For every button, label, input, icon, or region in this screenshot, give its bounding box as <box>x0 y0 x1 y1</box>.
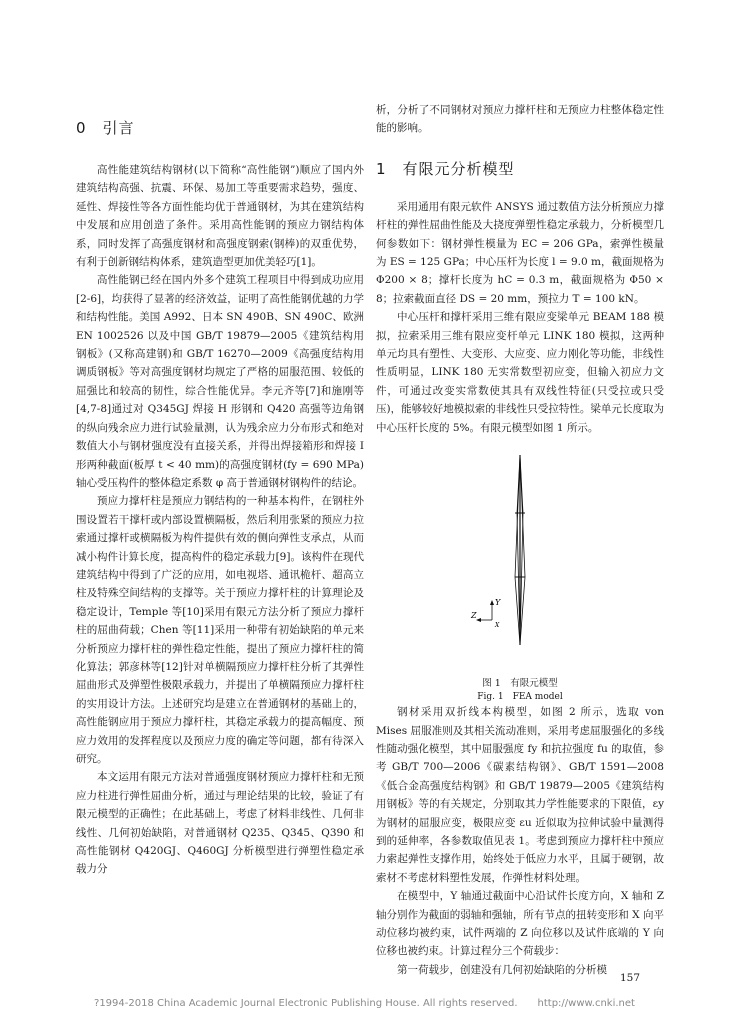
page-number: 157 <box>620 972 641 984</box>
fea-model-drawing <box>376 445 664 675</box>
z-axis-arrowhead <box>476 618 481 622</box>
body-paragraph: 中心压杆和撑杆采用三维有限应变梁单元 BEAM 188 模拟，拉索采用三维有限应变杆单元 LINK 180 模拟，这两种单元均具有塑性、大变形、大应变、应力刚化等功能，非线性性质明显，LINK 180 无实常数型初应变，但输入初应力文件，可通过改变实常数使其具有双线性特征(只受拉或只受压)，能够较好地模拟索的非线性只受拉特性。梁单元长度取为中心压杆长度的 5%。有限元模型如图 1 所示。 <box>376 311 664 434</box>
intro-paragraph: 本文运用有限元方法对普通强度钢材预应力撑杆柱和无预应力柱进行弹性屈曲分析，通过与理论结果的比较，验证了有限元模型的正确性；在此基础上，考虑了材料非线性、几何非线性、几何初始缺陷，对普通钢材 Q235、Q345、Q390 和高性能钢材 Q420GJ、Q460GJ 分析模型进行弹塑性稳定承载力分 <box>76 771 364 876</box>
intro-paragraph: 高性能建筑结构钢材(以下简称“高性能钢”)顺应了国内外建筑结构高强、抗震、环保、易加工等重要需求趋势，强度、延性、焊接性等各方面性能均优于普通钢材，为其在建筑结构中发展和应用创造了条件。采用高性能钢的预应力钢结构体系，同时发挥了高强度钢材和高强度钢索(钢棒)的双重优势，有利于创新钢结构体系，建筑造型更加优美轻巧[1]。 <box>76 164 364 269</box>
figure-caption-en: Fig. 1 FEA model <box>477 692 563 703</box>
copyright-footer: ?1994-2018 China Academic Journal Electronic Publishing House. All rights reserved. http://www.cnki.net <box>94 998 635 1009</box>
x-axis-label: X <box>495 622 500 630</box>
body-paragraph: 在模型中，Y 轴通过截面中心沿试件长度方向，X 轴和 Z 轴分别作为截面的弱轴和强轴，所有节点的扭转变形和 X 向平动位移均被约束，试件两端的 Z 向位移以及试件底端的 Y 向位移也被约束。计算过程分三个荷载步： <box>376 890 664 958</box>
y-axis-label: Y <box>495 598 501 608</box>
right-column <box>376 101 664 979</box>
section-heading-introduction: 0 引言 <box>76 119 135 137</box>
left-column <box>76 117 364 879</box>
intro-paragraph: 高性能钢已经在国内外多个建筑工程项目中得到成功应用[2-6]，均获得了显著的经济效益，证明了高性能钢优越的力学和结构性能。美国 A992、日本 SN 490B、SN 490C、欧洲 EN 1002526 以及中国 GB/T 19879—2005《建筑结构用钢板》(又称高建钢)和 GB/T 16270—2009《高强度结构用调质钢板》等对高强度钢材均规定了严格的屈服范围、较低的屈强比和较高的韧性，综合性能优异。李元齐等[7]和施刚等[4,7-8]通过对 Q345GJ 焊接 H 形钢和 Q420 高强等边角钢的纵向残余应力进行试验量测，认为残余应力分布形式和绝对数值大小与钢材强度没有直接关系，并得出焊接箱形和焊接 I 形两种截面(板厚 t < 40 mm)的高强度钢材(fy = 690 MPa)轴心受压构件的整体稳定系数 φ 高于普通钢材钢构件的结论。 <box>76 274 364 489</box>
section-heading-fem-model: 1 有限元分析模型 <box>376 159 515 178</box>
y-axis-arrowhead <box>490 600 494 605</box>
body-paragraph: 钢材采用双折线本构模型，如图 2 所示，选取 von Mises 屈服准则及其相关流动准则，采用考虑屈服强化的多线性随动强化模型，其中屈服强度 fy 和抗拉强度 fu 的取值，参考 GB/T 700—2006《碳素结构钢》、GB/T 1591—2008《低合金高强度结构钢》和 GB/T 19879—2005《建筑结构用钢板》等的有关规定，分别取其力学性能要求的下限值，εy 为钢材的屈服应变，极限应变 εu 近似取为拉伸试验中量测得到的延伸率，各参数取值见表 1。考虑到预应力撑杆柱中预应力索起弹性支撑作用，始终处于低应力水平，且属于硬钢，故索材不考虑材料塑性发展，作弹性材料处理。 <box>376 706 664 884</box>
body-paragraph: 第一荷载步，创建没有几何初始缺陷的分析模 <box>397 963 607 976</box>
z-axis-label: Z <box>471 611 477 621</box>
figure-caption-zh: 图 1 有限元模型 <box>482 678 558 690</box>
intro-paragraph: 预应力撑杆柱是预应力钢结构的一种基本构件，在钢柱外围设置若干撑杆或内部设置横隔板，然后利用张紧的预应力拉索通过撑杆或横隔板为构件提供有效的侧向弹性支承点，从而减小构件计算长度，提高构件的稳定承载力[9]。该构件在现代建筑结构中得到了广泛的应用，如电视塔、通讯桅杆、超高立柱及特殊空间结构的支撑等。关于预应力撑杆柱的计算理论及稳定设计，Temple 等[10]采用有限元方法分析了预应力撑杆柱的屈曲荷载；Chen 等[11]采用一种带有初始缺陷的单元来分析预应力撑杆柱的弹性稳定性能，提出了预应力撑杆柱的简化算法；郭彦林等[12]针对单横隔预应力撑杆柱分析了其弹性屈曲形式及弹塑性极限承载力，并提出了单横隔预应力撑杆柱的实用设计方法。上述研究均是建立在普通钢材的基础上的，高性能钢应用于预应力撑杆柱，其稳定承载力的提高幅度、预应力效用的发挥程度以及预应力度的确定等问题，都有待深入研究。 <box>76 495 364 765</box>
figure-fea-model <box>376 445 664 703</box>
body-paragraph: 采用通用有限元软件 ANSYS 通过数值方法分析预应力撑杆柱的弹性屈曲性能及大挠度弹塑性稳定承载力，分析模型几何参数如下：钢材弹性模量为 EC = 206 GPa，索弹性模量为 ES = 125 GPa；中心压杆为长度 l = 9.0 m，截面规格为 Φ200 × 8；撑杆长度为 hC = 0.3 m，截面规格为 Φ50 × 8；拉索截面直径 DS = 20 mm，预拉力 T = 100 kN。 <box>376 200 664 305</box>
intro-continuation: 析，分析了不同钢材对预应力撑杆柱和无预应力柱整体稳定性能的影响。 <box>376 104 664 135</box>
